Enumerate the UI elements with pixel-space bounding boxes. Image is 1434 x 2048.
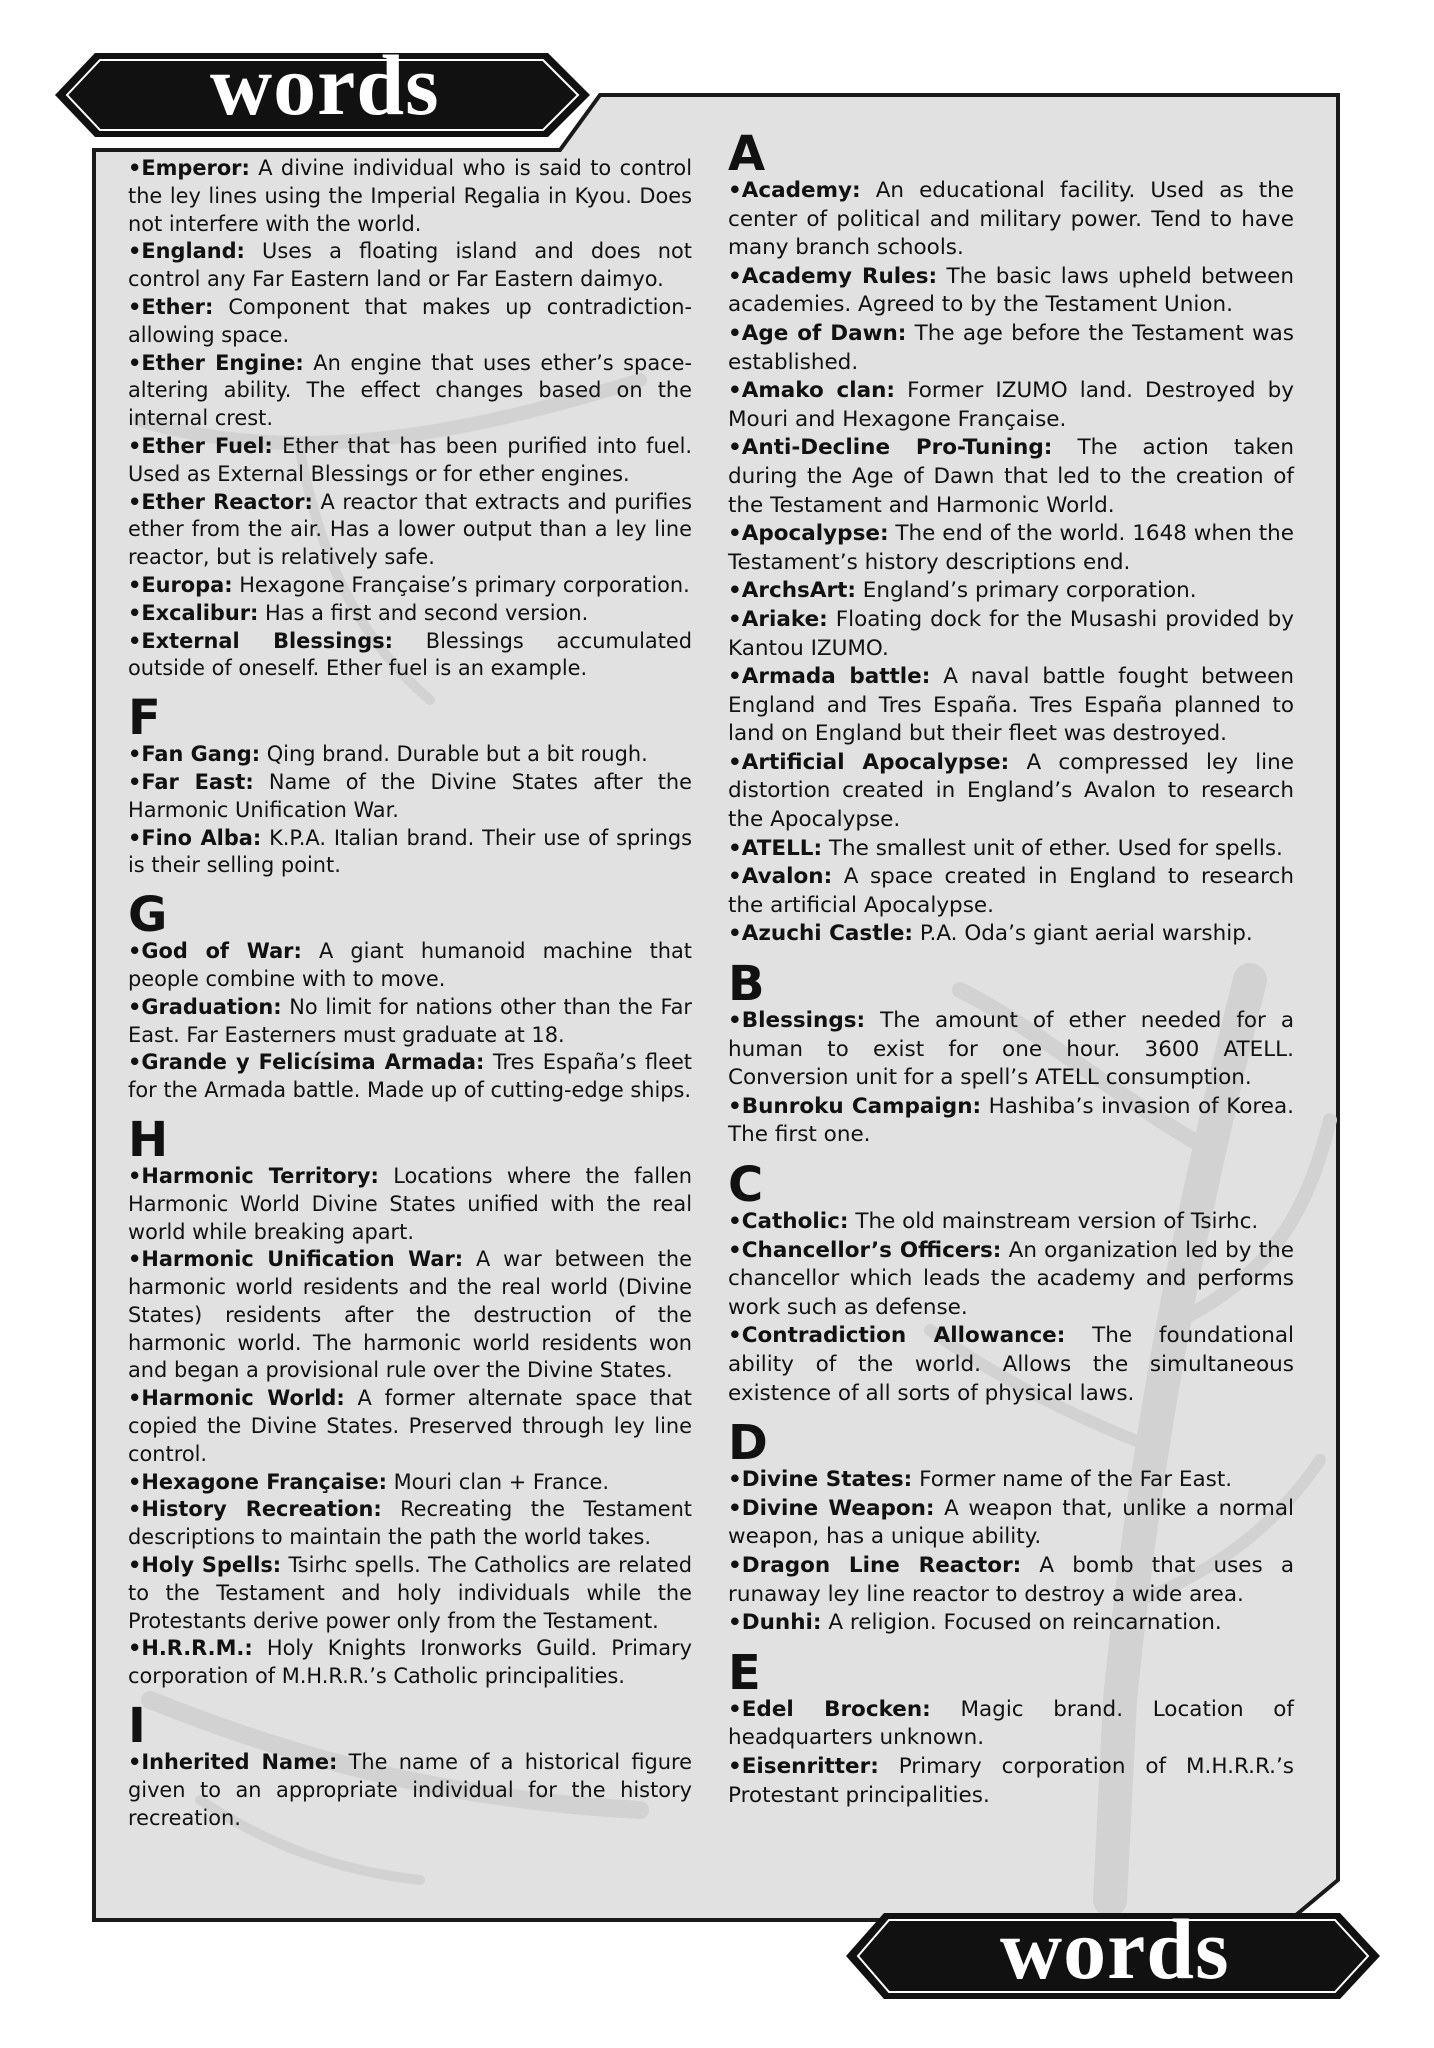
entry-definition: A naval battle fought between England and Tres España. Tres España planned to land on England but their fleet was destroyed. (728, 664, 1294, 747)
glossary-entry (128, 825, 692, 881)
entry-definition: Tsirhc spells. The Catholics are related to the Testament and holy individuals while the Protestants derive power only from the Testament. (128, 1553, 692, 1633)
entry-term: •Dunhi: (728, 1610, 822, 1636)
entry-definition: Hexagone Française’s primary corporation. (239, 572, 690, 597)
banner-title-bottom: words (1000, 1901, 1230, 1997)
section-letter: D (728, 1415, 768, 1472)
entry-term: •Armada battle: (728, 664, 931, 690)
entry-definition: A war between the harmonic world residents and the real world (Divine States) residents after the destruction of the harmonic world. The harmonic world residents won and began a provisional rule over the Divine States. (128, 1247, 693, 1383)
entry-definition: A religion. Focused on reincarnation. (828, 1610, 1222, 1636)
glossary-entry (728, 1609, 1294, 1638)
glossary-entry (728, 1007, 1294, 1093)
glossary-entry (728, 863, 1294, 920)
glossary-entry (728, 606, 1294, 663)
entry-term: •Fan Gang: (128, 742, 261, 767)
entry-term: •Ether Reactor: (128, 489, 313, 514)
entry-definition: The amount of ether needed for a human to exist for one hour. 3600 ATELL. Conversion unit for a spell’s ATELL consumption. (728, 1008, 1294, 1091)
entry-term: •Fino Alba: (128, 825, 262, 850)
entry-term: •Hexagone Française: (128, 1469, 388, 1494)
glossary-section (728, 956, 1294, 1150)
section-letter: E (728, 1644, 761, 1701)
entry-term: •Azuchi Castle: (728, 921, 914, 947)
glossary-entry (728, 1466, 1294, 1495)
entry-definition: A bomb that uses a runaway ley line reactor to destroy a wide area. (728, 1552, 1295, 1607)
glossary-entry (128, 628, 692, 684)
entry-definition: Former IZUMO land. Destroyed by Mouri and Hexagone Française. (728, 378, 1294, 432)
entry-term: •Amako clan: (728, 378, 896, 404)
glossary-entry (728, 263, 1294, 320)
entry-definition: Former name of the Far East. (919, 1467, 1233, 1493)
glossary-entry (128, 489, 692, 572)
entry-term: •Academy Rules: (728, 263, 938, 289)
entry-definition: Hashiba’s invasion of Korea. The first one. (728, 1093, 1294, 1148)
glossary-entry (128, 769, 692, 825)
section-letter: I (128, 1698, 146, 1755)
glossary-entry (128, 938, 692, 994)
entry-definition: An engine that uses ether’s space-altering ability. The effect changes based on the internal crest. (128, 350, 692, 431)
glossary-entry (728, 377, 1294, 434)
glossary-entry (128, 350, 692, 433)
entry-term: •Catholic: (728, 1209, 849, 1234)
glossary-entry (728, 1208, 1294, 1237)
entry-term: •Excalibur: (128, 600, 259, 625)
entry-term: •ATELL: (728, 835, 823, 861)
section-letter: C (728, 1157, 764, 1213)
glossary-entry (128, 572, 692, 600)
glossary-entry (728, 577, 1294, 606)
entry-definition: Locations where the fallen Harmonic World Divine States unified with the real world while breaking apart. (128, 1163, 693, 1244)
entry-term: •Ariake: (728, 606, 828, 632)
glossary-entry (728, 1696, 1294, 1753)
entry-definition: The name of a historical figure given to an appropriate individual for the history recreation. (128, 1750, 692, 1830)
entry-term: •ArchsArt: (728, 578, 856, 604)
glossary-entry (728, 1495, 1294, 1552)
glossary-entry (128, 1385, 692, 1468)
entry-definition: The age before the Testament was established. (728, 320, 1294, 375)
entry-term: •H.R.R.M.: (128, 1636, 253, 1661)
entry-term: •Inherited Name: (128, 1750, 338, 1775)
section-letter: B (728, 956, 765, 1013)
glossary-entry (728, 1093, 1294, 1150)
entry-term: •Chancellor’s Officers: (728, 1237, 1002, 1263)
entry-definition: No limit for nations other than the Far East. Far Easterners must graduate at 18. (128, 994, 692, 1047)
entry-term: •Apocalypse: (728, 521, 889, 547)
entry-definition: Floating dock for the Musashi provided by Kantou IZUMO. (728, 606, 1294, 661)
entry-definition: A weapon that, unlike a normal weapon, has a unique ability. (728, 1495, 1294, 1550)
entry-term: •Bunroku Campaign: (728, 1093, 982, 1119)
entry-term: •Eisenritter: (728, 1753, 879, 1779)
banner-title-top: words (210, 37, 440, 133)
entry-term: •Far East: (128, 769, 254, 794)
glossary-entry (728, 920, 1294, 949)
entry-definition: K.P.A. Italian brand. Their use of springs is their selling point. (128, 825, 693, 878)
entry-term: •Dragon Line Reactor: (728, 1552, 1022, 1578)
entry-term: •Divine Weapon: (728, 1495, 935, 1521)
entry-term: •Emperor: (128, 156, 250, 180)
glossary-entry (128, 1552, 692, 1635)
section-letter: G (128, 887, 168, 944)
entry-definition: A space created in England to research the artificial Apocalypse. (728, 864, 1294, 918)
entry-definition: Recreating the Testament descriptions to maintain the path the world takes. (128, 1497, 692, 1550)
entry-definition: An educational facility. Used as the center of political and military power. Tend to have many branch schools. (728, 178, 1294, 261)
entry-definition: A former alternate space that copied the Divine States. Preserved through ley line control. (128, 1386, 692, 1466)
glossary-entry (728, 1753, 1294, 1810)
entry-definition: The end of the world. 1648 when the Testament’s history descriptions end. (728, 521, 1294, 575)
glossary-section (728, 126, 1295, 949)
section-letter: H (128, 1111, 169, 1168)
entry-term: •Holy Spells: (128, 1553, 282, 1578)
entry-definition: Component that makes up contradiction-allowing space. (128, 294, 692, 347)
entry-definition: The basic laws upheld between academies. Agreed to by the Testament Union. (728, 263, 1295, 318)
glossary-entry (128, 1749, 692, 1832)
entry-definition: Primary corporation of M.H.R.R.’s Protestant principalities. (728, 1753, 1294, 1808)
glossary-entry (128, 741, 692, 769)
entry-term: •Harmonic Territory: (128, 1163, 379, 1188)
glossary-section (128, 1698, 692, 1832)
entry-term: •Avalon: (728, 864, 833, 890)
glossary-entry (728, 320, 1294, 377)
entry-term: •Grande y Felicísima Armada: (128, 1050, 485, 1075)
glossary-entry (128, 1246, 692, 1385)
entry-definition: Mouri clan + France. (393, 1469, 609, 1494)
glossary-entry (128, 1163, 692, 1246)
glossary-section (728, 1415, 1295, 1638)
glossary-entry (128, 433, 692, 489)
section-letter: A (728, 126, 766, 182)
entry-term: •Harmonic Unification War: (128, 1247, 464, 1272)
entry-definition: A compressed ley line distortion created in England’s Avalon to research the Apocalypse. (728, 749, 1294, 833)
entry-definition: The action taken during the Age of Dawn that led to the creation of the Testament and Harmonic World. (728, 435, 1294, 518)
entry-definition: A giant humanoid machine that people combine with to move. (128, 939, 692, 991)
entry-term: •Harmonic World: (128, 1386, 345, 1411)
glossary-entry (128, 600, 692, 628)
glossary-section (128, 155, 692, 683)
entry-term: •Blessings: (728, 1008, 866, 1034)
entry-term: •External Blessings: (128, 628, 393, 653)
glossary-section (728, 1157, 1295, 1408)
entry-definition: Has a first and second version. (265, 600, 589, 625)
entry-term: •Contradiction Allowance: (728, 1323, 1066, 1349)
glossary-entry (728, 177, 1294, 263)
entry-term: •Anti-Decline Pro-Tuning: (728, 435, 1053, 461)
entry-term: •Divine States: (728, 1467, 913, 1493)
glossary-entry (728, 1552, 1294, 1609)
entry-term: •Ether: (128, 294, 214, 319)
entry-term: •God of War: (128, 939, 302, 964)
entry-term: •Academy: (728, 178, 861, 203)
entry-definition: The old mainstream version of Tsirhc. (855, 1209, 1259, 1234)
entry-definition: Tres España’s fleet for the Armada battle. Made up of cutting-edge ships. (128, 1050, 692, 1103)
glossary-entry (728, 835, 1294, 864)
glossary-entry (128, 238, 692, 294)
entry-term: •Ether Fuel: (128, 433, 273, 458)
entry-definition: The foundational ability of the world. Allows the simultaneous existence of all sorts of physical laws. (728, 1323, 1295, 1406)
glossary-entry (728, 434, 1294, 520)
glossary-entry (728, 1237, 1294, 1323)
glossary-entry (728, 1322, 1294, 1408)
glossary-entry (128, 1635, 692, 1691)
entry-definition: P.A. Oda’s giant aerial warship. (919, 921, 1253, 947)
entry-definition: Qing brand. Durable but a bit rough. (266, 742, 648, 767)
entry-definition: The smallest unit of ether. Used for spells. (828, 835, 1283, 861)
glossary-entry (728, 663, 1294, 749)
entry-term: •Edel Brocken: (728, 1696, 931, 1722)
entry-definition: A divine individual who is said to control the ley lines using the Imperial Regalia in Kyou. Does not interfere with the world. (128, 156, 692, 236)
glossary-section (728, 1644, 1294, 1810)
entry-term: •Age of Dawn: (728, 320, 907, 346)
glossary-section (128, 1111, 693, 1691)
entry-definition: A reactor that extracts and purifies ether from the air. Has a lower output than a ley line reactor, but is relatively safe. (128, 489, 692, 570)
glossary-entry (728, 520, 1294, 577)
entry-term: •Europa: (128, 572, 233, 597)
entry-definition: Holy Knights Ironworks Guild. Primary corporation of M.H.R.R.’s Catholic principalities. (128, 1636, 692, 1689)
glossary-entry (128, 294, 692, 350)
entry-term: •Graduation: (128, 994, 282, 1019)
glossary-entry (128, 155, 692, 238)
entry-term: •Artificial Apocalypse: (728, 749, 1010, 775)
glossary-entry (128, 994, 692, 1050)
entry-definition: An organization led by the chancellor which leads the academy and performs work such as defense. (728, 1237, 1295, 1320)
entry-term: •Ether Engine: (128, 350, 304, 375)
entry-definition: Blessings accumulated outside of oneself. Ether fuel is an example. (128, 628, 693, 681)
entry-definition: Ether that has been purified into fuel. Used as External Blessings or for ether engines. (128, 433, 693, 486)
entry-definition: Magic brand. Location of headquarters unknown. (728, 1696, 1294, 1751)
entry-definition: England’s primary corporation. (862, 578, 1197, 604)
left-column (128, 155, 692, 1832)
entry-definition: Name of the Divine States after the Harmonic Unification War. (128, 769, 693, 822)
glossary-entry (128, 1469, 692, 1497)
glossary-section (128, 690, 693, 880)
entry-definition: Uses a floating island and does not control any Far Eastern land or Far Eastern daimyo. (128, 239, 692, 292)
glossary-entry (128, 1496, 692, 1552)
right-column (728, 126, 1295, 1810)
entry-term: •History Recreation: (128, 1497, 382, 1522)
glossary-section (128, 887, 692, 1105)
glossary-entry (128, 1049, 692, 1105)
entry-term: •England: (128, 239, 245, 264)
section-letter: F (128, 690, 161, 747)
glossary-entry (728, 749, 1294, 835)
